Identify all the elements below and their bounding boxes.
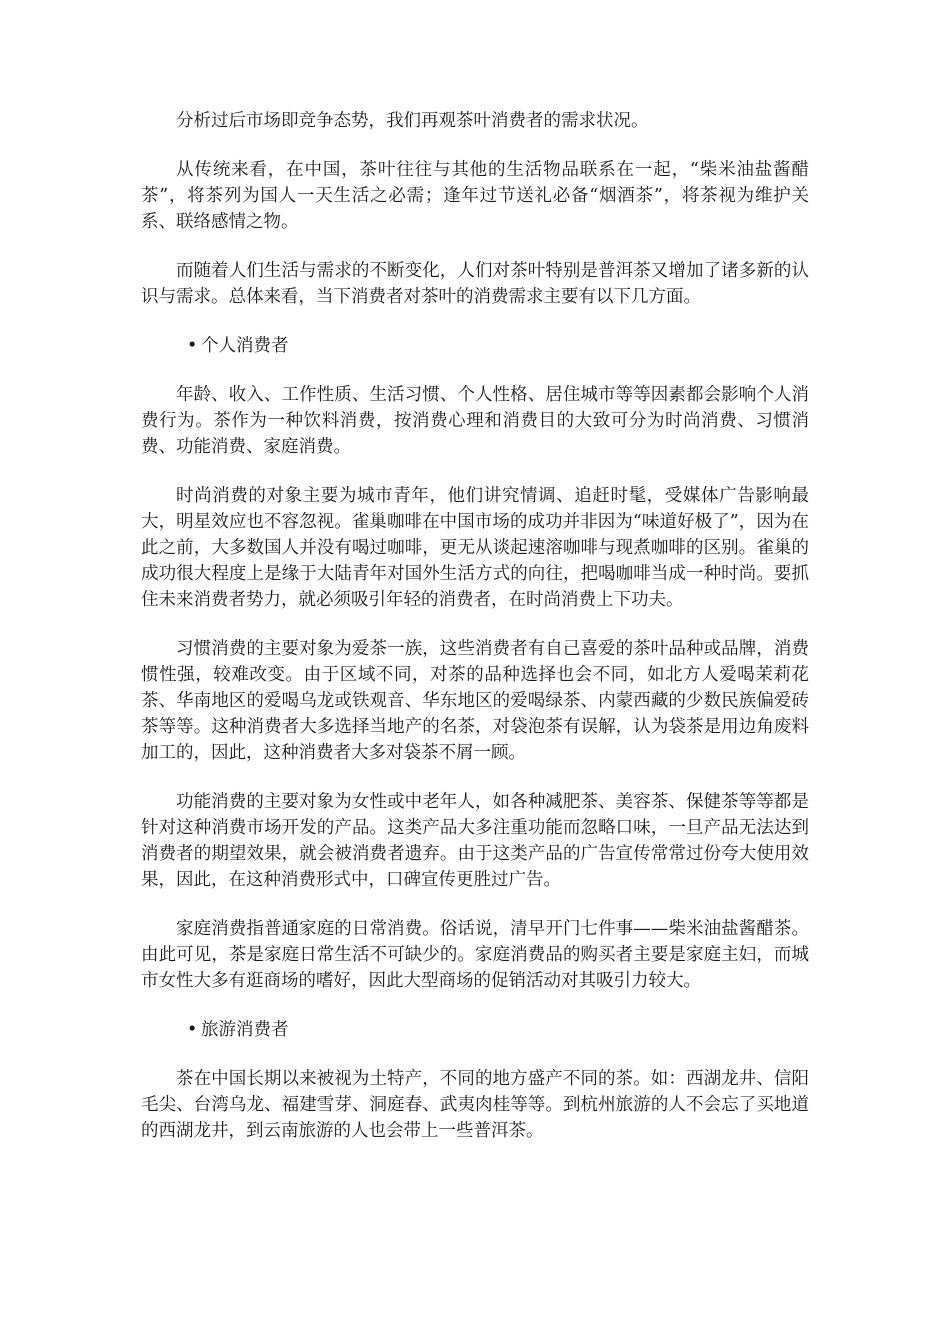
section-heading-tourist (141, 1017, 809, 1043)
bullet-icon: • (187, 1020, 198, 1040)
personal-paragraph-5: 家庭消费指普通家庭的日常消费。俗话说，清早开门七件事——柴米油盐酱醋茶。由此可见，茶是家庭日常生活不可缺少的。家庭消费品的购买者主要是家庭主妇，而城市女性大多有逛商场的嗜好，因此大型商场的促销活动对其吸引力较大。 (141, 919, 809, 991)
section-heading-text: 旅游消费者 (201, 1020, 289, 1040)
intro-paragraph-1: 分析过后市场即竞争态势，我们再观茶叶消费者的需求状况。 (176, 111, 649, 131)
personal-paragraph-4: 功能消费的主要对象为女性或中老年人，如各种减肥茶、美容茶、保健茶等等都是针对这种消费市场开发的产品。这类产品大多注重功能而忽略口味，一旦产品无法达到消费者的期望效果，就会被消费者遗弃。由于这类产品的广告宣传常常过份夸大使用效果，因此，在这种消费形式中，口碑宣传更胜过广告。 (141, 792, 809, 890)
section-heading-personal (141, 333, 809, 359)
personal-paragraph-2: 时尚消费的对象主要为城市青年，他们讲究情调、追赶时髦，受媒体广告影响最大，明星效应也不容忽视。雀巢咖啡在中国市场的成功并非因为“味道好极了”，因为在此之前，大多数国人并没有喝过咖啡，更无从谈起速溶咖啡与现煮咖啡的区别。雀巢的成功很大程度上是缘于大陆青年对国外生活方式的向往，把喝咖啡当成一种时尚。要抓住未来消费者势力，就必须吸引年轻的消费者，在时尚消费上下功夫。 (141, 486, 809, 610)
section-heading-text: 个人消费者 (201, 336, 289, 356)
intro-paragraph-2: 从传统来看，在中国，茶叶往往与其他的生活物品联系在一起，“柴米油盐酱醋茶”，将茶列为国人一天生活之必需；逢年过节送礼必备“烟酒茶”，将茶视为维护关系、联络感情之物。 (141, 160, 809, 232)
document-page (141, 108, 809, 1167)
personal-paragraph-1: 年龄、收入、工作性质、生活习惯、个人性格、居住城市等等因素都会影响个人消费行为。茶作为一种饮料消费，按消费心理和消费目的大致可分为时尚消费、习惯消费、功能消费、家庭消费。 (141, 385, 809, 457)
personal-paragraph-3: 习惯消费的主要对象为爱茶一族，这些消费者有自己喜爱的茶叶品种或品牌，消费惯性强，较难改变。由于区域不同，对茶的品种选择也会不同，如北方人爱喝茉莉花茶、华南地区的爱喝乌龙或铁观音、华东地区的爱喝绿茶、内蒙西藏的少数民族偏爱砖茶等等。这种消费者大多选择当地产的名茶，对袋泡茶有误解，认为袋茶是用边角废料加工的，因此，这种消费者大多对袋茶不屑一顾。 (141, 639, 809, 763)
intro-paragraph-3: 而随着人们生活与需求的不断变化，人们对茶叶特别是普洱茶又增加了诸多新的认识与需求。总体来看，当下消费者对茶叶的消费需求主要有以下几方面。 (141, 261, 809, 307)
tourist-paragraph-1: 茶在中国长期以来被视为土特产，不同的地方盛产不同的茶。如：西湖龙井、信阳毛尖、台湾乌龙、福建雪芽、洞庭春、武夷肉桂等等。到杭州旅游的人不会忘了买地道的西湖龙井，到云南旅游的人也会带上一些普洱茶。 (141, 1069, 809, 1141)
bullet-icon: • (187, 336, 198, 356)
